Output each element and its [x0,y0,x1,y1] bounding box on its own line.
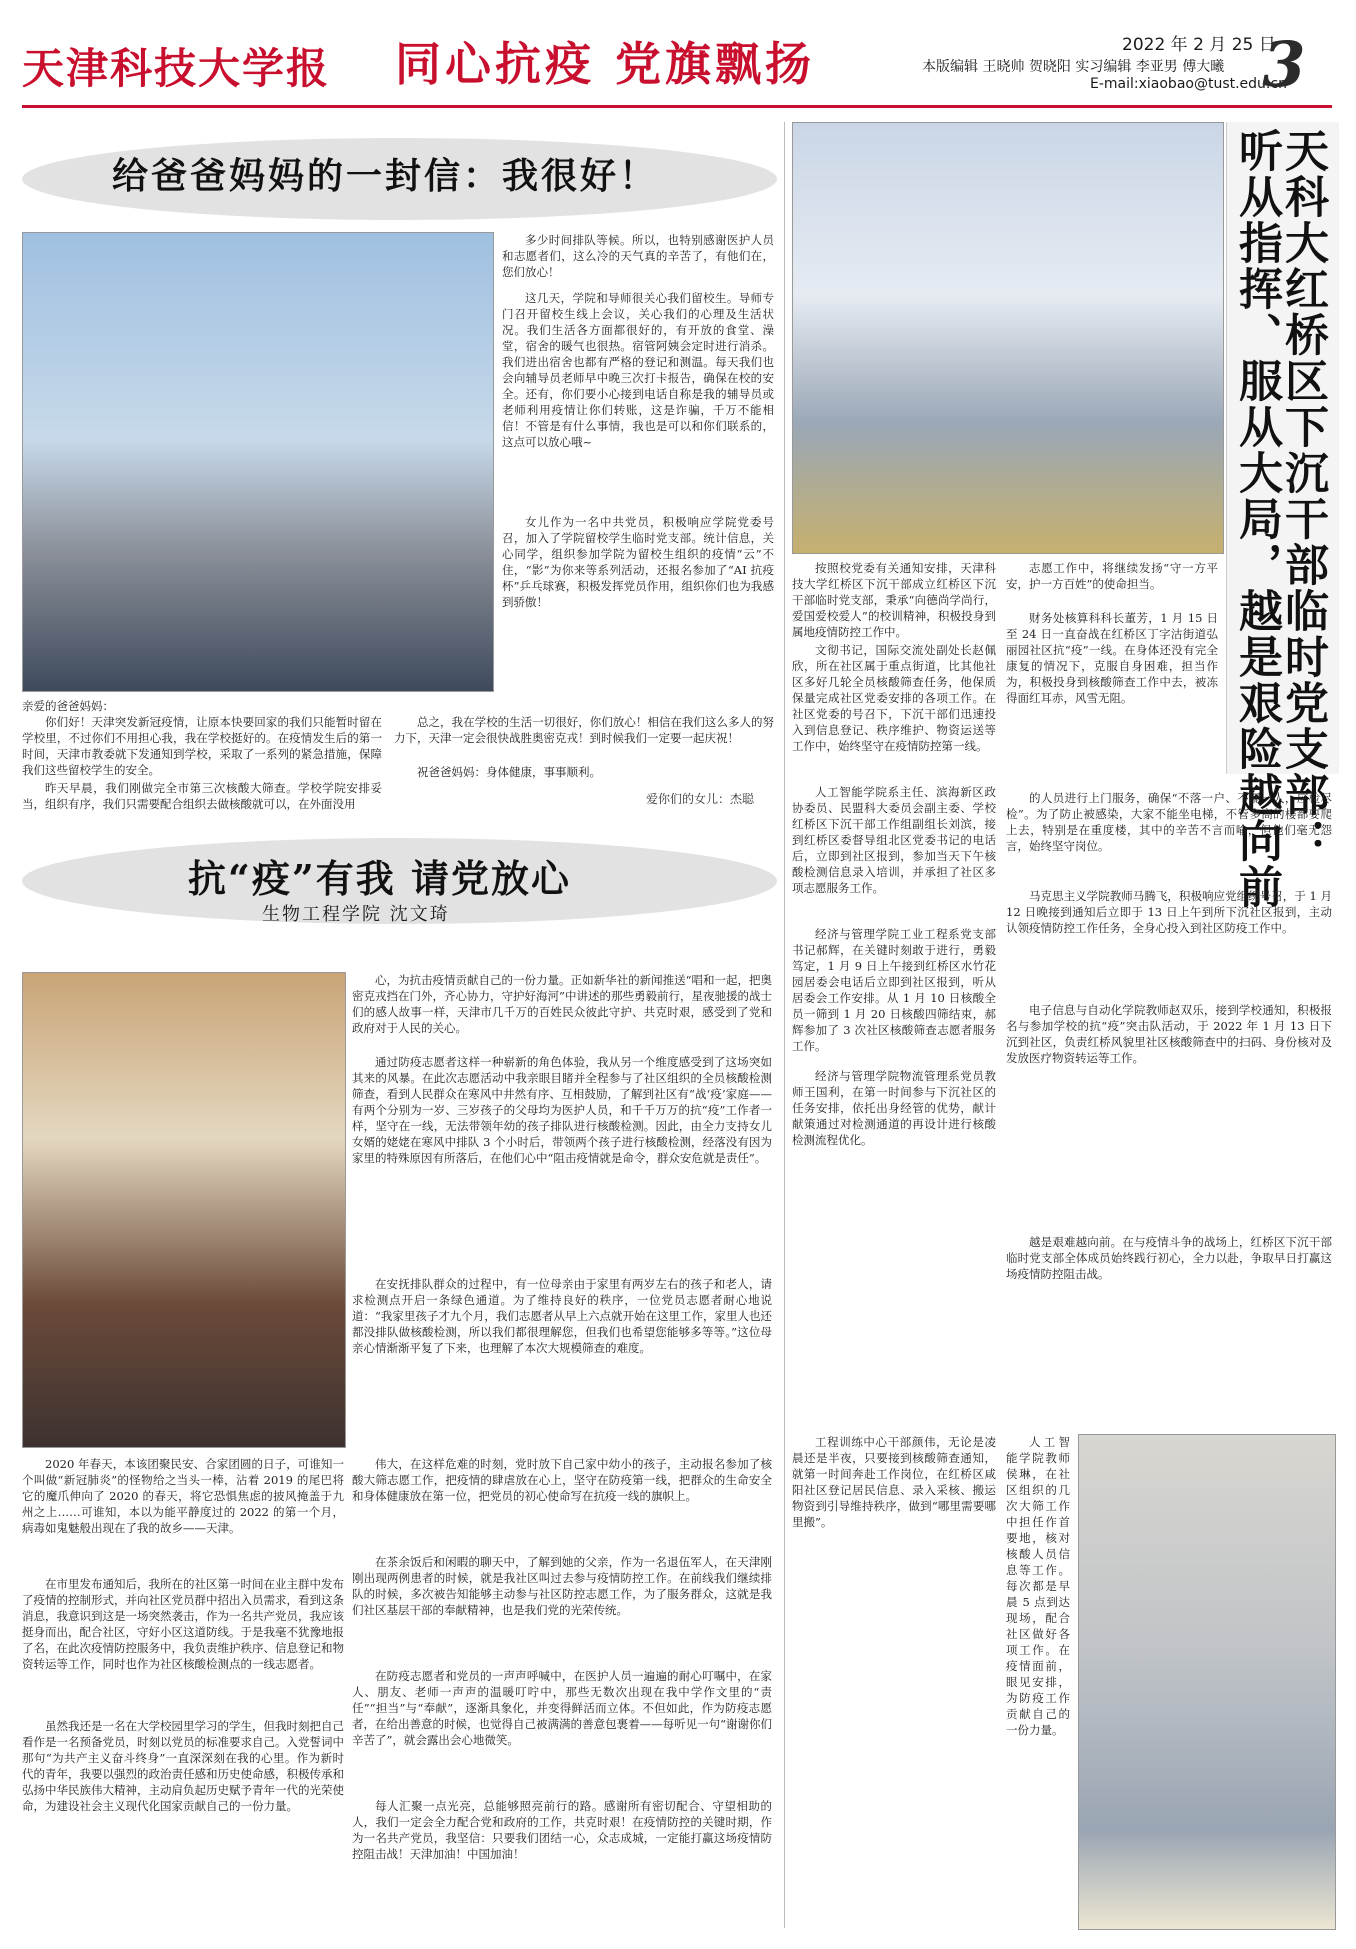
article3-text-k: 越是艰难越向前。在与疫情斗争的战场上，红桥区下沉干部临时党支部全体成员始终践行初心，全力以赴，争取早日打赢这场疫情防控阻击战。 [1006,1235,1332,1281]
article3-text-i: 马克思主义学院教师马腾飞，积极响应党组织号召，于 1 月 12 日晚接到通知后立即于 13 日上午到所下沉社区报到，主动认领疫情防控工作任务，全身心投入到社区防疫工作中。 [1006,889,1332,935]
article3-text-f: 志愿工作中，将继续发扬“守一方平安，护一方百姓”的使命担当。 [1006,561,1218,591]
column-divider [784,122,785,1928]
article2-byline: 生物工程学院 沈文琦 [262,904,450,925]
article2-text-h: 在防疫志愿者和党员的一声声呼喊中，在医护人员一遍遍的耐心叮嘱中，在家人、朋友、老师一声声的温暖叮咛中，那些无数次出现在我中学作文里的“责任”“担当”与“奉献”，逐渐具象化，并变得鲜活而立体。不但如此，作为防疫志愿者，在给出善意的时候，也觉得自己被满满的善意包裹着——每听见一句“谢谢你们辛苦了”，就会露出会心地微笑。 [352,1669,772,1747]
article2-text-f: 伟大，在这样危难的时刻，党时放下自己家中幼小的孩子，主动报名参加了核酸大筛志愿工作，把疫情的肆虐放在心上，坚守在防疫第一线，把群众的生命安全和身体健康放在第一位，把党员的初心使命写在抗疫一线的旗帜上。 [352,1457,772,1503]
article3-headline-line2: 听从指挥、服从大局，越是艰险越向前 [1231,128,1282,910]
article2-text-g: 在茶余饭后和闲暇的聊天中，了解到她的父亲，作为一名退伍军人，在天津刚刚出现两例患者的时候，就是我社区叫过去参与疫情防控工作。在前线我们继续排队的时候，多次被告知能够主动参与社区防控志愿工作，为了服务群众，这就是我们社区基层干部的奉献精神，也是我们党的光荣传统。 [352,1555,772,1617]
article2-text-e: 在安抚排队群众的过程中，有一位母亲由于家里有两岁左右的孩子和老人，请求检测点开启一条绿色通道。为了维持良好的秩序，一位党员志愿者耐心地说道：“我家里孩子才九个月，我们志愿者从早上六点就开始在这里工作，家里人也还都没排队做核酸检测，所以我们都很理解您，但我们也希望您能够多等等。”这位母亲心情渐渐平复了下来，也理解了本次大规模筛查的难度。 [352,1277,772,1355]
article3-text-d: 经济与管理学院工业工程系党支部书记郝辉，在关键时刻敢于进行，勇毅笃定，1 月 9 日上午接到红桥区水竹花园居委会电话后立即到社区报到，听从居委会工作安排。从 1 月 10 日核酸全员一筛到 1 月 20 日核酸四筛结束，郝辉参加了 3 次社区核酸筛查志愿者服务工作。 [792,927,996,1053]
article2-text-c: 2020 年春天，本该团聚民安、合家团圆的日子，可谁知一个叫做“新冠肺炎”的怪物给之当头一棒，沾着 2019 的尾巴将它的魔爪伸向了 2020 的春天，将它恐惧焦虑的披风掩盖于九州之上……可谁知，本以为能平静度过的 2022 的第一个月，病毒如鬼魅般出现在了我的故乡——天津。 [22,1457,344,1535]
article3-headline-line1: 天科大红桥区下沉干部临时党支部： [1277,128,1328,864]
masthead-divider [22,105,1332,108]
article3-text-j: 电子信息与自动化学院教师赵双乐，接到学校通知，积极报名与参加学校的抗“疫”突击队活动，于 2022 年 1 月 13 日下沉到社区，负责红桥风貌里社区核酸筛查中的扫码、身份核对及发放医疗物资转运等工作。 [1006,1003,1332,1065]
newspaper-logo: 天津科技大学报 [22,44,331,93]
article3-text-m: 工程训练中心干部颜伟，无论是凌晨还是半夜，只要接到核酸筛查通知，就第一时间奔赴工作岗位，在红桥区咸阳社区登记居民信息、录入采核、搬运物资到引导维持秩序，做到“哪里需要哪里搬”。 [792,1435,996,1529]
article1-text-right-b: 这几天，学院和导师很关心我们留校生。导师专门召开留校生线上会议，关心我们的心理及生活状况。我们生活各方面都很好的，有开放的食堂、澡堂，宿舍的暖气也很热。宿管阿姨会定时进行消杀。我们进出宿舍也都有严格的登记和测温。每天我们也会向辅导员老师早中晚三次打卡报告，确保在校的安全。还有，你们要小心接到电话自称是我的辅导员或老师利用疫情让你们转账，这是诈骗，千万不能相信！不管是有什么事情，我也是可以和你们联系的，这点可以放心哦~ [502,291,774,449]
article2-text-b: 通过防疫志愿者这样一种崭新的角色体验，我从另一个维度感受到了这场突如其来的风暴。在此次志愿活动中我亲眼目睹并全程参与了社区组织的全员核酸检测筛查，看到人民群众在寒风中井然有序、互相鼓励，了解到社区有“战‘疫’家庭——有两个分别为一岁、三岁孩子的父母均为医护人员，和千千万万的抗“疫”工作者一样，坚守在一线，无法带领年幼的孩子排队进行核酸检测。因此，由全力支持女儿女婿的姥姥在寒风中排队 3 个小时后，带领两个孩子进行核酸检测，经落没有因为家里的特殊原因有所落后，在他们心中“阻击疫情就是命令，群众安危就是责任”。 [352,1055,772,1165]
issue-date: 2022 年 2 月 25 日 [1122,35,1276,55]
article3-text-h: 的人员进行上门服务，确保“不落一户、不漏一人，应检尽检”。为了防止被感染，大家不能坐电梯，不管多高的楼都要爬上去，特别是在重度楼，其中的辛苦不言而喻，但他们毫无怨言，始终坚守岗位。 [1006,791,1332,853]
article3-text-e: 经济与管理学院物流管理系党员教师王国利，在第一时间参与下沉社区的任务安排，依托出身经管的优势，献计献策通过对检测通道的再设计进行核酸检测流程优化。 [792,1069,996,1147]
page-number: 3 [1262,27,1306,101]
article3-text-g: 财务处核算科科长董芳，1 月 15 日至 24 日一直奋战在红桥区丁字沽街道弘丽园社区抗“疫”一线。在身体还没有完全康复的情况下，克服自身困难，担当作为，积极投身到核酸筛查工作中去，被冻得面红耳赤，风雪无阻。 [1006,611,1218,705]
article1-salutation: 亲爱的爸爸妈妈： [22,699,114,713]
contact-email: E-mail:xiaobao@tust.edu.cn [1090,76,1287,92]
article1-text-bottom-right-b: 祝爸爸妈妈：身体健康，事事顺利。 [417,765,601,779]
article3-text-a: 按照校党委有关通知安排，天津科技大学红桥区下沉干部成立红桥区下沉干部临时党支部，秉承“向德尚学尚行，爱国爱校爱人”的校训精神，积极投身到属地疫情防控工作中。 [792,561,996,639]
article1-text-bottom-right-a: 总之，我在学校的生活一切很好，你们放心！相信在我们这么多人的努力下，天津一定会很快战胜奥密克戎！到时候我们一定要一起庆祝！ [394,715,774,745]
article2-text-d: 在市里发布通知后，我所在的社区第一时间在业主群中发布了疫情的控制形式，并向社区党员群中招出入员需求，看到这条消息，我意识到这是一场突然袭击，作为一名共产党员，我应该挺身而出，配合社区，守好小区这道防线。于是我毫不犹豫地报了名，在此次疫情防控服务中，我负责维护秩序、信息登记和物资转运等工作，同时也作为社区核酸检测点的一线志愿者。 [22,1577,344,1671]
article1-text-right-a: 多少时间排队等候。所以，也特别感谢医护人员和志愿者们，这么冷的天气真的辛苦了，有他们在，您们放心！ [502,233,774,279]
photo-volunteer-red-vest [22,972,346,1448]
article2-text-left-low: 虽然我还是一名在大学校园里学习的学生，但我时刻把自己看作是一名预备党员，时刻以党员的标准要求自己。入党誓词中那句“为共产主义奋斗终身”一直深深刻在我的心里。作为新时代的青年，我要以强烈的政治责任感和历史使命感，积极传承和弘扬中华民族伟大精神，主动肩负起历史赋予青年一代的光荣使命，为建设社会主义现代化国家贡献自己的一份力量。 [22,1719,344,1813]
article1-signature: 爱你们的女儿：杰聪 [646,792,755,806]
article2-headline: 抗“疫”有我 请党放心 [188,856,571,901]
page-banner: 同心抗疫 党旗飘扬 [395,37,816,91]
photo-protective-suit-worker [1078,1434,1336,1930]
article3-text-l: 人工智能学院教师侯琳，在社区组织的几次大筛工作中担任作首要地，核对核酸人员信息等工作。每次都是早晨 5 点到达现场，配合社区做好各项工作。在疫情面前，眼见安排，为防疫工作贡献自己的一份力量。 [1006,1435,1070,1737]
article3-text-b: 文彻书记，国际交流处副处长赵佩欣，所在社区属于重点街道，比其他社区多好几轮全员核酸筛查任务，他保质保量完成社区党委安排的各项工作。在社区党委的号召下，下沉干部们迅速投入到信息登记、秩序维护、物资运送等工作中，始终坚守在疫情防控第一线。 [792,643,996,753]
article1-text-right-c: 女儿作为一名中共党员，积极响应学院党委号召，加入了学院留校学生临时党支部。统计信息，关心同学，组织参加学院为留校生组织的疫情“云”不住，“影”为你来等系列活动，还报名参加了“AI 抗疫杯”乒乓球赛，积极发挥党员作用，组织你们也为我感到骄傲！ [502,515,774,609]
photo-students-flag [22,232,494,692]
photo-test-station-worker [792,122,1224,554]
article2-text-i: 每人汇聚一点光亮，总能够照亮前行的路。感谢所有密切配合、守望相助的人，我们一定会全力配合党和政府的工作，共克时艰！在疫情防控的关键时期，作为一名共产党员，我坚信：只要我们团结一心，众志成城，一定能打赢这场疫情防控阻击战！天津加油！中国加油！ [352,1799,772,1861]
editors-line: 本版编辑 王晓帅 贺晓阳 实习编辑 李亚男 傅大曦 [922,59,1225,75]
article2-text-a: 心，为抗击疫情贡献自己的一份力量。正如新华社的新闻推送“唱和一起，把奥密克戎挡在门外，齐心协力，守护好海河”中讲述的那些勇毅前行，星夜驰援的战士们的感人故事一样，天津市几千万的百姓民众彼此守护、共克时艰，感受到了党和政府对于人民的关心。 [352,973,772,1035]
article1-text-bottom-left-b: 昨天早晨，我们刚做完全市第三次核酸大筛查。学校学院安排妥当，组织有序，我们只需要配合组织去做核酸就可以，在外面没用 [22,781,382,811]
article1-text-bottom-left-a: 你们好！天津突发新冠疫情，让原本快要回家的我们只能暂时留在学校里，不过你们不用担心我，我在学校挺好的。在疫情发生后的第一时间，天津市教委就下发通知到学校，采取了一系列的紧急措施，保障我们这些留校学生的安全。 [22,715,382,777]
article1-headline: 给爸爸妈妈的一封信：我很好！ [112,155,659,197]
article3-text-c: 人工智能学院系主任、滨海新区政协委员、民盟科大委员会副主委、学校红桥区下沉干部工作组副组长刘滨，接到红桥区委督导组北区党委书记的电话后，立即到社区报到，参加当天下午核酸检测信息录入培训，并承担了社区多项志愿服务工作。 [792,785,996,895]
